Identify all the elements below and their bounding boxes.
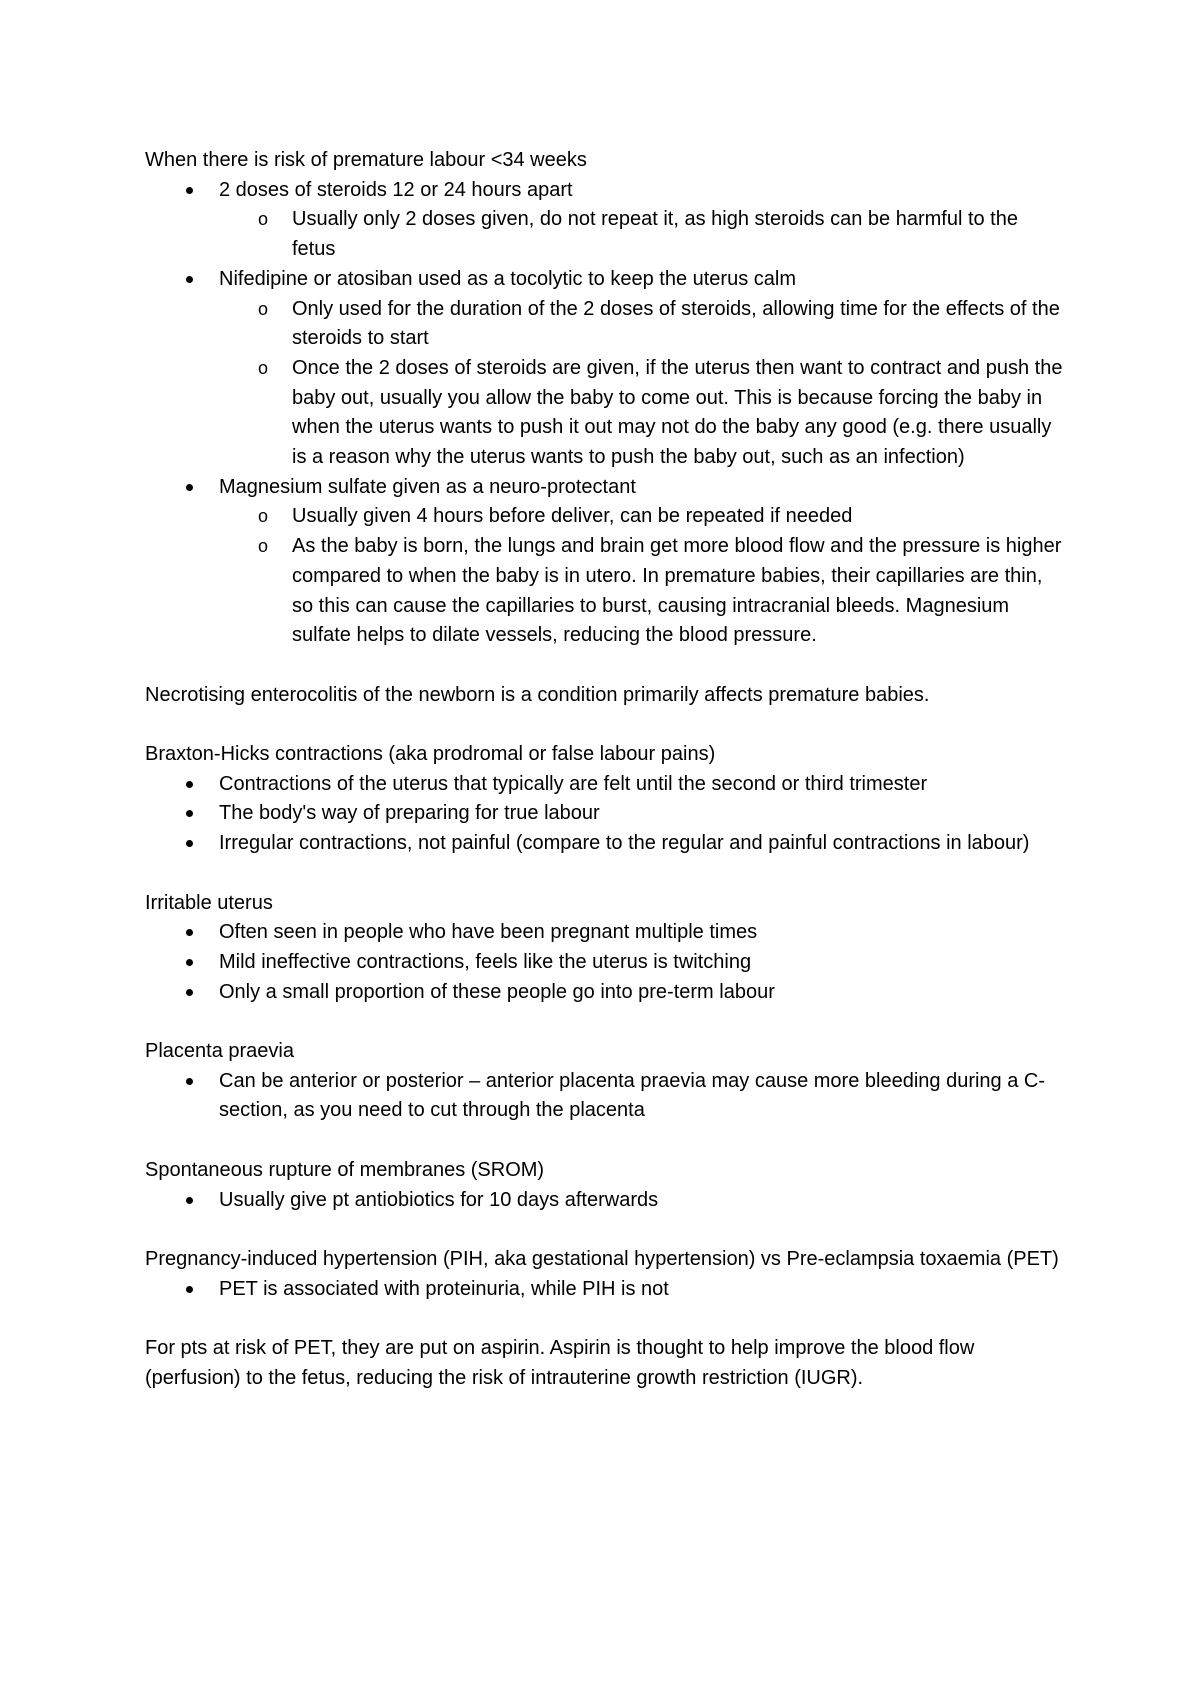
bullet-text: Usually give pt antiobiotics for 10 days afterwards <box>219 1188 659 1211</box>
sub-bullet-item: o Only used for the duration of the 2 doses of steroids, allowing time for the effects of the steroids to start <box>146 295 1065 354</box>
bullet-item <box>145 918 1065 948</box>
section-heading: Necrotising enterocolitis of the newborn is a condition primarily affects premature babies. <box>145 683 930 706</box>
note-section <box>145 1156 1065 1215</box>
bullet-list <box>145 770 1065 859</box>
bullet-list <box>145 176 1065 651</box>
sub-bullet-list <box>146 502 1065 651</box>
document-page <box>145 146 1065 1423</box>
sub-bullet-item: o As the baby is born, the lungs and brain get more blood flow and the pressure is higher compared to when the baby is in utero. In premature babies, their capillaries are thin, so this can cause the capillaries to burst, causing intracranial bleeds. Magnesium sulfate helps to dilate vessels, reducing the blood pressure. <box>146 532 1065 651</box>
bullet-item <box>145 1186 1065 1216</box>
bullet-item <box>145 829 1065 859</box>
sub-bullet-list <box>146 205 1065 264</box>
sub-bullet-item: o Usually given 4 hours before deliver, can be repeated if needed <box>146 502 1065 532</box>
bullet-item <box>145 265 1065 473</box>
note-section <box>145 146 1065 651</box>
section-heading: Spontaneous rupture of membranes (SROM) <box>145 1158 545 1181</box>
bullet-item <box>145 799 1065 829</box>
bullet-item <box>145 1067 1065 1126</box>
bullet-list <box>145 1067 1065 1126</box>
bullet-text: Contractions of the uterus that typically are felt until the second or third trimester <box>219 772 928 795</box>
bullet-text: PET is associated with proteinuria, while PIH is not <box>219 1277 669 1300</box>
bullet-text: Irregular contractions, not painful (compare to the regular and painful contractions in labour) <box>219 832 1030 855</box>
bullet-text: Nifedipine or atosiban used as a tocolytic to keep the uterus calm <box>219 267 796 290</box>
note-section <box>145 1334 1065 1393</box>
sub-bullet-list <box>146 295 1065 473</box>
section-heading: For pts at risk of PET, they are put on aspirin. Aspirin is thought to help improve the blood flow (perfusion) to the fetus, reducing the risk of intrauterine growth restriction (IUGR). <box>145 1337 975 1389</box>
note-section <box>145 681 1065 711</box>
bullet-text: Only a small proportion of these people go into pre-term labour <box>219 980 775 1003</box>
bullet-text: 2 doses of steroids 12 or 24 hours apart <box>219 178 573 201</box>
note-section <box>145 740 1065 859</box>
note-section <box>145 889 1065 1008</box>
bullet-text: Often seen in people who have been pregnant multiple times <box>219 921 758 944</box>
sub-bullet-item: o Usually only 2 doses given, do not repeat it, as high steroids can be harmful to the fetus <box>146 205 1065 264</box>
bullet-list <box>145 1186 1065 1216</box>
bullet-text: Mild ineffective contractions, feels like the uterus is twitching <box>219 950 752 973</box>
bullet-item <box>145 770 1065 800</box>
bullet-text: Can be anterior or posterior – anterior placenta praevia may cause more bleeding during a C-section, as you need to cut through the placenta <box>219 1069 1046 1122</box>
section-heading: Braxton-Hicks contractions (aka prodromal or false labour pains) <box>145 743 716 766</box>
section-heading: Pregnancy-induced hypertension (PIH, aka gestational hypertension) vs Pre-eclampsia toxaemia (PET) <box>145 1247 1059 1270</box>
section-heading: When there is risk of premature labour <34 weeks <box>145 149 587 171</box>
bullet-item <box>145 473 1065 651</box>
bullet-text: The body's way of preparing for true labour <box>219 802 600 825</box>
section-heading: Irritable uterus <box>145 891 273 914</box>
note-section <box>145 1037 1065 1126</box>
sub-bullet-item: o Once the 2 doses of steroids are given, if the uterus then want to contract and push the baby out, usually you allow the baby to come out. This is because forcing the baby in when the uterus wants to push it out may not do the baby any good (e.g. there usually is a reason why the uterus wants to push the baby out, such as an infection) <box>146 354 1065 473</box>
bullet-item <box>145 1275 1065 1305</box>
bullet-text: Magnesium sulfate given as a neuro-protectant <box>219 475 636 498</box>
bullet-item <box>145 978 1065 1008</box>
bullet-item <box>145 948 1065 978</box>
section-heading: Placenta praevia <box>145 1040 294 1063</box>
bullet-list <box>145 918 1065 1007</box>
bullet-list <box>145 1275 1065 1305</box>
note-section <box>145 1245 1065 1304</box>
bullet-item <box>145 176 1065 265</box>
